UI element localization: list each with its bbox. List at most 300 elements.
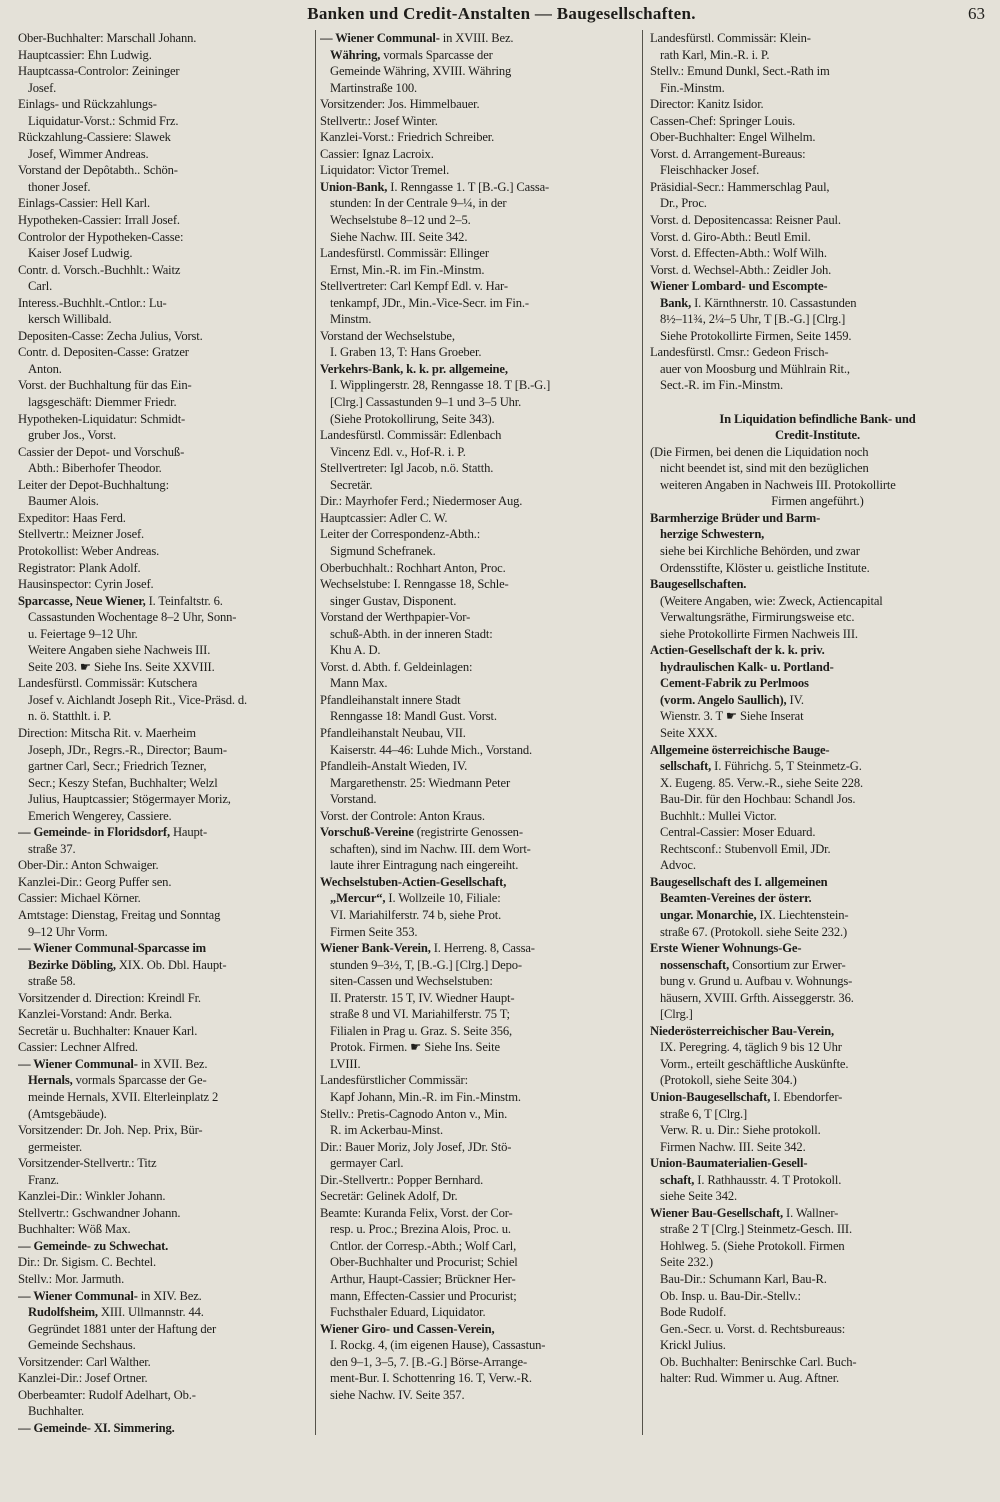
entry-text: Ordensstifte, Klöster u. geistliche Institute. bbox=[660, 560, 870, 575]
entry-text: I. Kärnthnerstr. 10. Cassastunden bbox=[691, 295, 857, 310]
entry-text: Buchhalter: Wöß Max. bbox=[18, 1222, 131, 1237]
entry-text: kersch Willibald. bbox=[28, 312, 112, 327]
text-line bbox=[320, 1072, 636, 1089]
entry-text: n. ö. Statthlt. i. P. bbox=[28, 709, 112, 724]
entry-text: Amtstage: Dienstag, Freitag und Sonntag bbox=[18, 907, 221, 922]
text-line bbox=[320, 609, 636, 626]
text-line bbox=[18, 411, 312, 428]
entry-text: I. Führichg. 5, T Steinmetz-G. bbox=[711, 759, 862, 774]
entry-text: Landesfürstl. Commissär: Edlenbach bbox=[320, 428, 502, 443]
text-line bbox=[18, 609, 312, 626]
text-line bbox=[18, 593, 312, 610]
entry-heading: — Gemeinde- XI. Simmering. bbox=[18, 1420, 175, 1435]
text-line bbox=[18, 742, 312, 759]
entry-text: I. Ebendorfer- bbox=[770, 1090, 843, 1104]
text-line bbox=[320, 1288, 636, 1305]
text-line bbox=[18, 973, 312, 990]
entry-heading: Bank, bbox=[660, 295, 692, 310]
entry-heading: Cement-Fabrik zu Perlmoos bbox=[660, 676, 809, 691]
entry-text: Firmen Nachw. III. Seite 342. bbox=[660, 1139, 806, 1154]
text-line bbox=[18, 47, 312, 64]
entry-heading: Union-Bank, bbox=[320, 179, 388, 194]
text-line bbox=[18, 1370, 312, 1387]
text-line bbox=[320, 113, 636, 130]
text-line bbox=[18, 1039, 312, 1056]
text-line bbox=[320, 146, 636, 163]
entry-text: resp. u. Proc.; Brezina Alois, Proc. u. bbox=[330, 1222, 511, 1237]
text-line bbox=[18, 1155, 312, 1172]
text-line bbox=[18, 229, 312, 246]
text-line bbox=[650, 1188, 985, 1205]
text-line bbox=[650, 113, 985, 130]
text-line bbox=[320, 493, 636, 510]
entry-text: Leiter der Correspondenz-Abth.: bbox=[320, 527, 481, 542]
entry-text: Stellv.: Mor. Jarmuth. bbox=[18, 1272, 125, 1287]
entry-text: weiteren Angaben in Nachweis III. Protokollirte bbox=[660, 477, 896, 492]
entry-text: Vorstand der Depôtabth.. Schön- bbox=[18, 163, 178, 178]
text-line bbox=[320, 874, 636, 891]
text-line bbox=[18, 1089, 312, 1106]
text-line bbox=[18, 30, 312, 47]
entry-text: Expeditor: Haas Ferd. bbox=[18, 510, 126, 525]
text-line bbox=[18, 1254, 312, 1271]
text-line bbox=[320, 1238, 636, 1255]
entry-text: u. Feiertage 9–12 Uhr. bbox=[28, 626, 138, 641]
entry-text: tenkampf, JDr., Min.-Vice-Secr. im Fin.- bbox=[330, 295, 529, 310]
entry-text: Stellv.: Emund Dunkl, Sect.-Rath im bbox=[650, 64, 830, 79]
text-line bbox=[650, 692, 985, 709]
text-line bbox=[320, 808, 636, 825]
entry-text: laute ihrer Eintragung nach eingereiht. bbox=[330, 858, 519, 873]
text-line bbox=[320, 80, 636, 97]
entry-text: LVIII. bbox=[330, 1056, 361, 1071]
entry-text: Vorsitzender-Stellvertr.: Titz bbox=[18, 1156, 157, 1171]
entry-text: Kanzlei-Dir.: Josef Ortner. bbox=[18, 1371, 148, 1386]
entry-heading: herzige Schwestern, bbox=[660, 527, 765, 542]
entry-text: Vorstand der Wechselstube, bbox=[320, 328, 455, 343]
entry-text: Seite 203. ☛ Siehe Ins. Seite XXVIII. bbox=[28, 659, 215, 674]
entry-text: Kapf Johann, Min.-R. im Fin.-Minstm. bbox=[330, 1090, 521, 1104]
text-line bbox=[650, 195, 985, 212]
entry-text: Siehe Protokollirte Firmen, Seite 1459. bbox=[660, 328, 852, 343]
text-line bbox=[650, 212, 985, 229]
entry-heading: Wiener Giro- und Cassen-Verein, bbox=[320, 1321, 495, 1336]
page-title: Banken und Credit-Anstalten — Baugesellschaften. bbox=[307, 4, 696, 23]
entry-text: Siehe Nachw. III. Seite 342. bbox=[330, 229, 468, 244]
text-line bbox=[18, 990, 312, 1007]
entry-text: Fuchsthaler Eduard, Liquidator. bbox=[330, 1305, 486, 1320]
text-line bbox=[650, 526, 985, 543]
text-line bbox=[650, 1288, 985, 1305]
text-line bbox=[18, 725, 312, 742]
entry-text: Vorst. der Controle: Anton Kraus. bbox=[320, 808, 485, 823]
text-line bbox=[18, 295, 312, 312]
text-line bbox=[18, 1387, 312, 1404]
entry-text: vormals Sparcasse der bbox=[380, 47, 493, 62]
entry-text: I. Rathhausstr. 4. T Protokoll. bbox=[694, 1172, 842, 1187]
entry-text: Julius, Hauptcassier; Stögermayer Moriz, bbox=[28, 792, 231, 807]
entry-text: Wienstr. 3. T ☛ Siehe Inserat bbox=[660, 709, 804, 724]
text-line bbox=[650, 1106, 985, 1123]
text-line bbox=[650, 543, 985, 560]
entry-text: Buchhalter. bbox=[28, 1404, 85, 1419]
text-line bbox=[18, 460, 312, 477]
entry-text: Kaiser Josef Ludwig. bbox=[28, 246, 133, 261]
entry-text: Fleischhacker Josef. bbox=[660, 163, 760, 178]
text-line bbox=[18, 841, 312, 858]
entry-text: Vorsitzender d. Direction: Kreindl Fr. bbox=[18, 990, 201, 1005]
entry-heading: Sparcasse, Neue Wiener, bbox=[18, 593, 146, 608]
entry-text: Stellvertreter: Carl Kempf Edl. v. Har- bbox=[320, 279, 508, 294]
entry-text: Buchhlt.: Mullei Victor. bbox=[660, 808, 777, 823]
entry-text: Haupt- bbox=[169, 825, 208, 840]
text-line bbox=[650, 1023, 985, 1040]
entry-text: Ober-Buchhalter und Procurist; Schiel bbox=[330, 1255, 518, 1270]
entry-text: (Protokoll, siehe Seite 304.) bbox=[660, 1073, 797, 1088]
entry-heading: Actien-Gesellschaft der k. k. priv. bbox=[650, 643, 825, 658]
entry-text: Cassastunden Wochentage 8–2 Uhr, Sonn- bbox=[28, 610, 237, 625]
entry-text: Vorst. d. Wechsel-Abth.: Zeidler Joh. bbox=[650, 262, 832, 277]
entry-text: Ob. Insp. u. Bau-Dir.-Stellv.: bbox=[660, 1288, 801, 1303]
entry-text: Protok. Firmen. ☛ Siehe Ins. Seite bbox=[330, 1040, 500, 1055]
text-line bbox=[320, 63, 636, 80]
entry-text: Cassier: Michael Körner. bbox=[18, 891, 141, 906]
text-line bbox=[650, 725, 985, 742]
entry-text: Mann Max. bbox=[330, 676, 388, 691]
entry-heading: Erste Wiener Wohnungs-Ge- bbox=[650, 941, 802, 956]
entry-text: Central-Cassier: Moser Eduard. bbox=[660, 825, 816, 840]
text-line bbox=[18, 1072, 312, 1089]
entry-text: straße 67. (Protokoll. siehe Seite 232.) bbox=[660, 924, 848, 939]
text-line bbox=[320, 576, 636, 593]
text-line bbox=[650, 1006, 985, 1023]
text-line bbox=[320, 526, 636, 543]
entry-heading: Credit-Institute. bbox=[774, 428, 861, 443]
text-line bbox=[650, 444, 985, 461]
text-line bbox=[320, 1155, 636, 1172]
entry-text: schuß-Abth. in der inneren Stadt: bbox=[330, 626, 493, 641]
entry-text: Direction: Mitscha Rit. v. Maerheim bbox=[18, 725, 196, 740]
entry-text: Protokollist: Weber Andreas. bbox=[18, 543, 160, 558]
text-line bbox=[18, 1288, 312, 1305]
entry-text: Depositen-Casse: Zecha Julius, Vorst. bbox=[18, 328, 203, 343]
text-line bbox=[18, 262, 312, 279]
entry-text: Carl. bbox=[28, 279, 53, 294]
entry-text: I. Teinfaltstr. 6. bbox=[145, 593, 223, 608]
entry-text: Cassier: Ignaz Lacroix. bbox=[320, 146, 434, 161]
text-line bbox=[320, 295, 636, 312]
entry-text: singer Gustav, Disponent. bbox=[330, 593, 457, 608]
entry-text: Emerich Wengerey, Cassiere. bbox=[28, 808, 172, 823]
entry-text: siehe bei Kirchliche Behörden, und zwar bbox=[660, 543, 860, 558]
text-line bbox=[18, 758, 312, 775]
text-line bbox=[650, 593, 985, 610]
text-line bbox=[320, 990, 636, 1007]
text-line bbox=[320, 328, 636, 345]
entry-heading: Währing, bbox=[330, 47, 381, 62]
text-line bbox=[320, 377, 636, 394]
entry-text: Cassen-Chef: Springer Louis. bbox=[650, 113, 796, 128]
text-line bbox=[320, 824, 636, 841]
text-line bbox=[650, 30, 985, 47]
text-line bbox=[18, 907, 312, 924]
text-line bbox=[18, 1122, 312, 1139]
entry-text: Director: Kanitz Isidor. bbox=[650, 97, 764, 112]
text-line bbox=[650, 377, 985, 394]
text-line bbox=[320, 675, 636, 692]
text-line bbox=[320, 179, 636, 196]
entry-text: Hypotheken-Cassier: Irrall Josef. bbox=[18, 213, 180, 228]
text-line bbox=[650, 262, 985, 279]
text-line bbox=[650, 162, 985, 179]
text-line bbox=[320, 1354, 636, 1371]
text-line bbox=[650, 493, 985, 510]
text-line bbox=[320, 1006, 636, 1023]
entry-text: Gegründet 1881 unter der Haftung der bbox=[28, 1321, 216, 1336]
text-line bbox=[18, 444, 312, 461]
text-line bbox=[18, 1321, 312, 1338]
text-line bbox=[18, 957, 312, 974]
text-line bbox=[650, 609, 985, 626]
entry-text: Minstm. bbox=[330, 312, 372, 327]
entry-text: Secretär. bbox=[330, 477, 373, 492]
text-line bbox=[320, 129, 636, 146]
entry-text: Contr. d. Depositen-Casse: Gratzer bbox=[18, 345, 189, 360]
entry-heading: Wiener Bau-Gesellschaft, bbox=[650, 1205, 784, 1220]
text-line bbox=[320, 626, 636, 643]
entry-text: Vorst. d. Effecten-Abth.: Wolf Wilh. bbox=[650, 246, 827, 261]
text-line bbox=[650, 957, 985, 974]
entry-heading: Wechselstuben-Actien-Gesellschaft, bbox=[320, 874, 507, 889]
entry-heading: sellschaft, bbox=[660, 759, 712, 774]
entry-text: [Clrg.] Cassastunden 9–1 und 3–5 Uhr. bbox=[330, 395, 522, 410]
text-line bbox=[320, 642, 636, 659]
text-line bbox=[18, 874, 312, 891]
entry-text: Sect.-R. im Fin.-Minstm. bbox=[660, 378, 784, 393]
entry-text: Vorst. d. Giro-Abth.: Beutl Emil. bbox=[650, 229, 811, 244]
column-1 bbox=[18, 30, 312, 1436]
text-line bbox=[650, 940, 985, 957]
text-line bbox=[320, 841, 636, 858]
text-line bbox=[320, 1023, 636, 1040]
entry-text: Dir.: Dr. Sigism. C. Bechtel. bbox=[18, 1255, 157, 1270]
entry-text: Kanzlei-Vorst.: Friedrich Schreiber. bbox=[320, 130, 495, 145]
entry-text: bung v. Grund u. Aufbau v. Wohnungs- bbox=[660, 974, 853, 989]
text-line bbox=[18, 1271, 312, 1288]
text-line bbox=[650, 245, 985, 262]
entry-text: Registrator: Plank Adolf. bbox=[18, 560, 141, 575]
entry-text: (Siehe Protokollirung, Seite 343). bbox=[330, 411, 495, 426]
entry-text: Vorstand. bbox=[330, 792, 377, 807]
entry-text: Franz. bbox=[28, 1172, 59, 1187]
entry-text: Controlor der Hypotheken-Casse: bbox=[18, 229, 184, 244]
text-line bbox=[320, 245, 636, 262]
entry-heading: Beamten-Vereines der österr. bbox=[660, 891, 812, 906]
entry-text: II. Praterstr. 15 T, IV. Wiedner Haupt- bbox=[330, 990, 515, 1005]
entry-text: R. im Ackerbau-Minst. bbox=[330, 1123, 443, 1138]
column-divider bbox=[642, 30, 643, 1435]
entry-text: Vorst. d. Abth. f. Geldeinlagen: bbox=[320, 659, 473, 674]
text-line bbox=[650, 890, 985, 907]
text-line bbox=[18, 808, 312, 825]
entry-text: Ober-Buchhalter: Engel Wilhelm. bbox=[650, 130, 816, 145]
text-line bbox=[320, 361, 636, 378]
text-line bbox=[320, 1205, 636, 1222]
text-line bbox=[320, 775, 636, 792]
entry-heading: Rudolfsheim, bbox=[28, 1305, 98, 1320]
text-line bbox=[650, 1304, 985, 1321]
entry-heading: Union-Baumaterialien-Gesell- bbox=[650, 1156, 808, 1171]
text-line bbox=[650, 1205, 985, 1222]
entry-text: Kanzlei-Vorstand: Andr. Berka. bbox=[18, 1007, 173, 1022]
entry-text: Gemeinde Sechshaus. bbox=[28, 1338, 136, 1353]
entry-text: (Amtsgebäude). bbox=[28, 1106, 107, 1121]
entry-text: XIII. Ullmannstr. 44. bbox=[97, 1305, 204, 1320]
text-line bbox=[320, 659, 636, 676]
text-line bbox=[18, 245, 312, 262]
text-line bbox=[320, 1089, 636, 1106]
entry-text: Liquidator: Victor Tremel. bbox=[320, 163, 450, 178]
entry-text: Gemeinde Währing, XVIII. Währing bbox=[330, 64, 512, 79]
text-line bbox=[320, 957, 636, 974]
entry-text: Dir.: Mayrhofer Ferd.; Niedermoser Aug. bbox=[320, 494, 523, 509]
text-line bbox=[320, 510, 636, 527]
entry-text: Filialen in Prag u. Graz. S. Seite 356, bbox=[330, 1023, 512, 1038]
text-line bbox=[18, 1221, 312, 1238]
text-line bbox=[18, 1006, 312, 1023]
text-line bbox=[650, 990, 985, 1007]
text-line bbox=[320, 411, 636, 428]
text-line bbox=[650, 775, 985, 792]
text-line bbox=[650, 824, 985, 841]
entry-text: vormals Sparcasse der Ge- bbox=[72, 1073, 207, 1088]
text-line bbox=[18, 311, 312, 328]
entry-heading: hydraulischen Kalk- u. Portland- bbox=[660, 659, 834, 674]
entry-text: Vorsitzender: Jos. Himmelbauer. bbox=[320, 97, 480, 112]
text-line bbox=[18, 708, 312, 725]
text-line bbox=[18, 857, 312, 874]
text-line bbox=[320, 1039, 636, 1056]
text-line bbox=[650, 179, 985, 196]
entry-text: Firmen angeführt.) bbox=[771, 494, 864, 509]
text-line bbox=[320, 444, 636, 461]
text-line bbox=[320, 195, 636, 212]
entry-text: Dir.: Bauer Moriz, Joly Josef, JDr. Stö- bbox=[320, 1139, 512, 1154]
text-line bbox=[320, 924, 636, 941]
entry-text: thoner Josef. bbox=[28, 179, 91, 194]
text-line bbox=[320, 907, 636, 924]
entry-text: Renngasse 18: Mandl Gust. Vorst. bbox=[330, 709, 497, 724]
text-line bbox=[320, 725, 636, 742]
text-line bbox=[650, 427, 985, 444]
text-line bbox=[18, 129, 312, 146]
text-line bbox=[18, 361, 312, 378]
entry-text: straße 2 T [Clrg.] Steinmetz-Gesch. III. bbox=[660, 1222, 852, 1237]
text-line bbox=[18, 377, 312, 394]
text-line bbox=[320, 692, 636, 709]
text-line bbox=[650, 907, 985, 924]
entry-text: straße 37. bbox=[28, 841, 76, 856]
text-line bbox=[18, 543, 312, 560]
entry-heading: Bezirke Döbling, bbox=[28, 957, 116, 972]
entry-heading: nossenschaft, bbox=[660, 957, 730, 972]
entry-heading: — Wiener Communal- bbox=[320, 31, 440, 45]
entry-text: Einlags- und Rückzahlungs- bbox=[18, 97, 157, 112]
entry-heading: — Wiener Communal- bbox=[18, 1056, 138, 1071]
entry-text: gruber Jos., Vorst. bbox=[28, 428, 116, 443]
text-line bbox=[650, 411, 985, 428]
text-line bbox=[320, 229, 636, 246]
text-line bbox=[320, 973, 636, 990]
entry-heading: (vorm. Angelo Saullich), bbox=[660, 692, 787, 707]
text-line bbox=[320, 278, 636, 295]
entry-text: Rechtsconf.: Stubenvoll Emil, JDr. bbox=[660, 841, 831, 856]
text-line bbox=[18, 477, 312, 494]
entry-text: in XIV. Bez. bbox=[137, 1288, 202, 1303]
entry-text: 8½–11¾, 2¼–5 Uhr, T [B.-G.] [Clrg.] bbox=[660, 312, 846, 327]
entry-text: in XVIII. Bez. bbox=[439, 31, 514, 45]
text-line bbox=[320, 1271, 636, 1288]
text-line bbox=[18, 493, 312, 510]
entry-text: Oberbeamter: Rudolf Adelhart, Ob.- bbox=[18, 1387, 196, 1402]
entry-heading: Verkehrs-Bank, k. k. pr. allgemeine, bbox=[320, 361, 508, 376]
entry-text: Pfandleihanstalt Neubau, VII. bbox=[320, 725, 466, 740]
text-line bbox=[650, 1172, 985, 1189]
entry-text: Pfandleih-Anstalt Wieden, IV. bbox=[320, 759, 468, 774]
entry-text: Vorstand der Werthpapier-Vor- bbox=[320, 610, 471, 625]
text-line bbox=[18, 940, 312, 957]
entry-text: Anton. bbox=[28, 361, 62, 376]
entry-text: I. Rockg. 4, (im eigenen Hause), Cassastun- bbox=[330, 1338, 546, 1353]
text-line bbox=[320, 543, 636, 560]
entry-text: X. Eugeng. 85. Verw.-R., siehe Seite 228. bbox=[660, 775, 864, 790]
text-line bbox=[320, 560, 636, 577]
entry-text: Verw. R. u. Dir.: Siehe protokoll. bbox=[660, 1123, 821, 1138]
entry-text: Rückzahlung-Cassiere: Slawek bbox=[18, 130, 171, 145]
text-line bbox=[18, 626, 312, 643]
text-line bbox=[650, 1139, 985, 1156]
text-line bbox=[650, 1089, 985, 1106]
entry-text: 9–12 Uhr Vorm. bbox=[28, 924, 108, 939]
entry-text: Gen.-Secr. u. Vorst. d. Rechtsbureaus: bbox=[660, 1321, 846, 1336]
entry-text: Stellvertreter: Igl Jacob, n.ö. Statth. bbox=[320, 461, 494, 476]
text-line bbox=[18, 278, 312, 295]
text-line bbox=[320, 1370, 636, 1387]
text-line bbox=[18, 344, 312, 361]
text-line bbox=[650, 278, 985, 295]
entry-text: gartner Carl, Secr.; Friedrich Tezner, bbox=[28, 759, 207, 774]
entry-text: Fin.-Minstm. bbox=[660, 80, 725, 95]
entry-text: Cassier der Depot- und Vorschuß- bbox=[18, 444, 185, 459]
text-line bbox=[650, 80, 985, 97]
entry-text: Landesfürstl. Commissär: Klein- bbox=[650, 31, 811, 45]
entry-text: meinde Hernals, XVII. Elterleinplatz 2 bbox=[28, 1090, 219, 1104]
text-line bbox=[650, 477, 985, 494]
text-line bbox=[650, 857, 985, 874]
text-line bbox=[320, 262, 636, 279]
entry-text: Wechselstube: I. Renngasse 18, Schle- bbox=[320, 577, 509, 592]
entry-text: Beamte: Kuranda Felix, Vorst. der Cor- bbox=[320, 1205, 513, 1220]
entry-text: Vincenz Edl. v., Hof-R. i. P. bbox=[330, 444, 466, 459]
text-line bbox=[650, 758, 985, 775]
text-line bbox=[320, 162, 636, 179]
text-line bbox=[18, 510, 312, 527]
entry-text: Vorm., erteilt geschäftliche Auskünfte. bbox=[660, 1056, 849, 1071]
text-line bbox=[650, 874, 985, 891]
text-line bbox=[320, 1106, 636, 1123]
text-line bbox=[650, 1238, 985, 1255]
text-line bbox=[320, 890, 636, 907]
